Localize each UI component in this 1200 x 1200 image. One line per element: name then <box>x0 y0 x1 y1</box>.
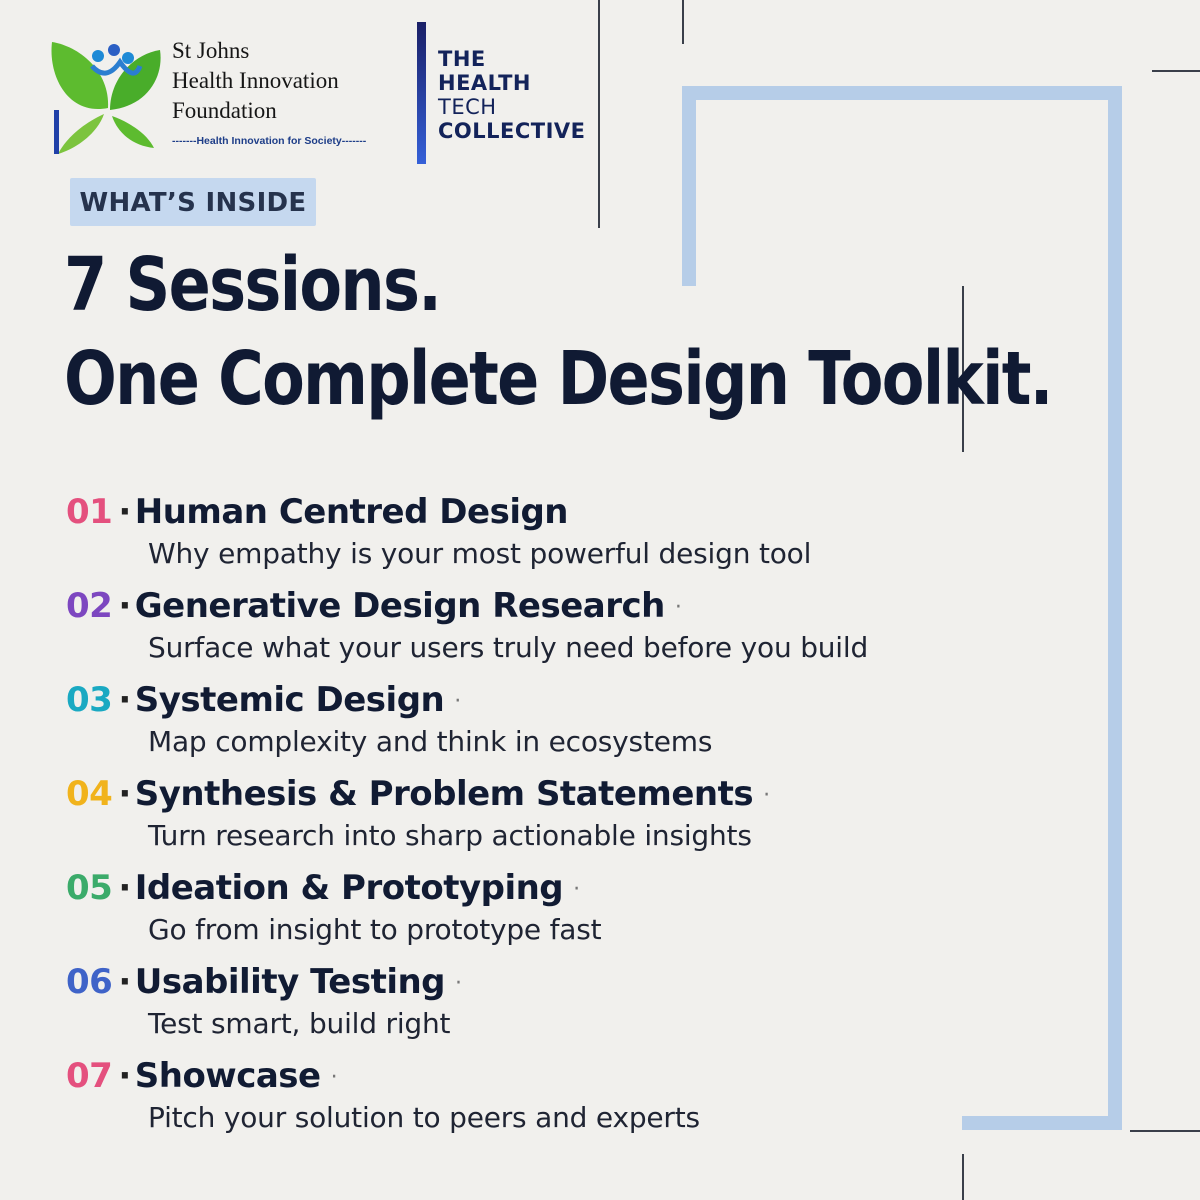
session-title: Usability Testing <box>134 962 446 1002</box>
session-number: 01 <box>66 492 113 532</box>
session-description: Map complexity and think in ecosystems <box>148 724 713 758</box>
session-separator: · <box>118 680 131 720</box>
frame-line-right-bottom <box>1130 1130 1200 1132</box>
session-title: Generative Design Research <box>134 586 665 626</box>
session-trailing-dot: · <box>573 876 580 902</box>
stjohns-line-1: St Johns <box>172 38 250 63</box>
session-item <box>66 1054 966 1148</box>
session-title: Ideation & Prototyping <box>134 868 564 908</box>
session-item <box>66 490 966 584</box>
session-trailing-dot: · <box>763 782 770 808</box>
htc-logo-bar <box>417 22 426 164</box>
session-item <box>66 866 966 960</box>
session-description: Go from insight to prototype fast <box>148 912 602 946</box>
session-separator: · <box>118 586 131 626</box>
session-heading <box>66 866 966 912</box>
sessions-list <box>66 490 966 1148</box>
session-number: 07 <box>66 1056 113 1096</box>
session-title: Systemic Design <box>134 680 445 720</box>
session-trailing-dot: · <box>330 1064 338 1090</box>
session-item <box>66 772 966 866</box>
session-separator: · <box>118 1056 131 1096</box>
blue-frame-top <box>682 86 1122 100</box>
htc-line-1: THE <box>438 47 486 71</box>
htc-line-3: TECH <box>438 95 497 119</box>
session-separator: · <box>118 492 131 532</box>
stjohns-name <box>172 36 339 126</box>
session-trailing-dot: · <box>454 688 461 714</box>
session-description: Surface what your users truly need before you build <box>148 630 869 664</box>
session-description: Test smart, build right <box>148 1006 451 1040</box>
htc-logo-text <box>438 47 586 143</box>
frame-line-right-top <box>1152 70 1200 72</box>
stjohns-tagline: -------Health Innovation for Society------- <box>172 135 367 147</box>
headline-line-2: One Complete Design Toolkit. <box>64 336 1052 422</box>
stjohns-logo <box>48 36 378 166</box>
session-title: Showcase <box>134 1056 321 1096</box>
blue-frame-right <box>1108 86 1122 1130</box>
session-number: 06 <box>66 962 113 1002</box>
frame-line-bottom <box>962 1154 964 1200</box>
session-separator: · <box>118 962 131 1002</box>
session-item <box>66 960 966 1054</box>
headline-line-1: 7 Sessions. <box>64 242 441 328</box>
session-number: 05 <box>66 868 113 908</box>
session-item <box>66 678 966 772</box>
session-separator: · <box>118 868 131 908</box>
session-number: 04 <box>66 774 113 814</box>
session-description: Why empathy is your most powerful design tool <box>148 536 812 570</box>
session-title: Human Centred Design <box>134 492 569 532</box>
session-trailing-dot: · <box>674 594 682 620</box>
blue-frame-bottom <box>962 1116 1122 1130</box>
headline <box>64 238 1052 426</box>
session-heading <box>66 584 966 630</box>
session-description: Turn research into sharp actionable insights <box>148 818 752 852</box>
session-number: 03 <box>66 680 113 720</box>
session-heading <box>66 678 966 724</box>
session-trailing-dot: · <box>455 970 462 996</box>
session-heading <box>66 490 966 536</box>
htc-line-2: HEALTH <box>438 71 531 95</box>
stjohns-line-3: Foundation <box>172 98 277 123</box>
session-number: 02 <box>66 586 113 626</box>
session-title: Synthesis & Problem Statements <box>134 774 754 814</box>
whats-inside-badge: WHAT’S INSIDE <box>70 178 316 226</box>
session-separator: · <box>118 774 131 814</box>
leaf-people-icon <box>48 36 168 161</box>
session-heading <box>66 960 966 1006</box>
session-heading <box>66 1054 966 1100</box>
htc-line-4: COLLECTIVE <box>438 119 586 143</box>
frame-line-top-2 <box>682 0 684 44</box>
session-item <box>66 584 966 678</box>
frame-line-top-1 <box>598 0 600 228</box>
session-description: Pitch your solution to peers and experts <box>148 1100 700 1134</box>
stjohns-line-2: Health Innovation <box>172 68 339 93</box>
session-heading <box>66 772 966 818</box>
